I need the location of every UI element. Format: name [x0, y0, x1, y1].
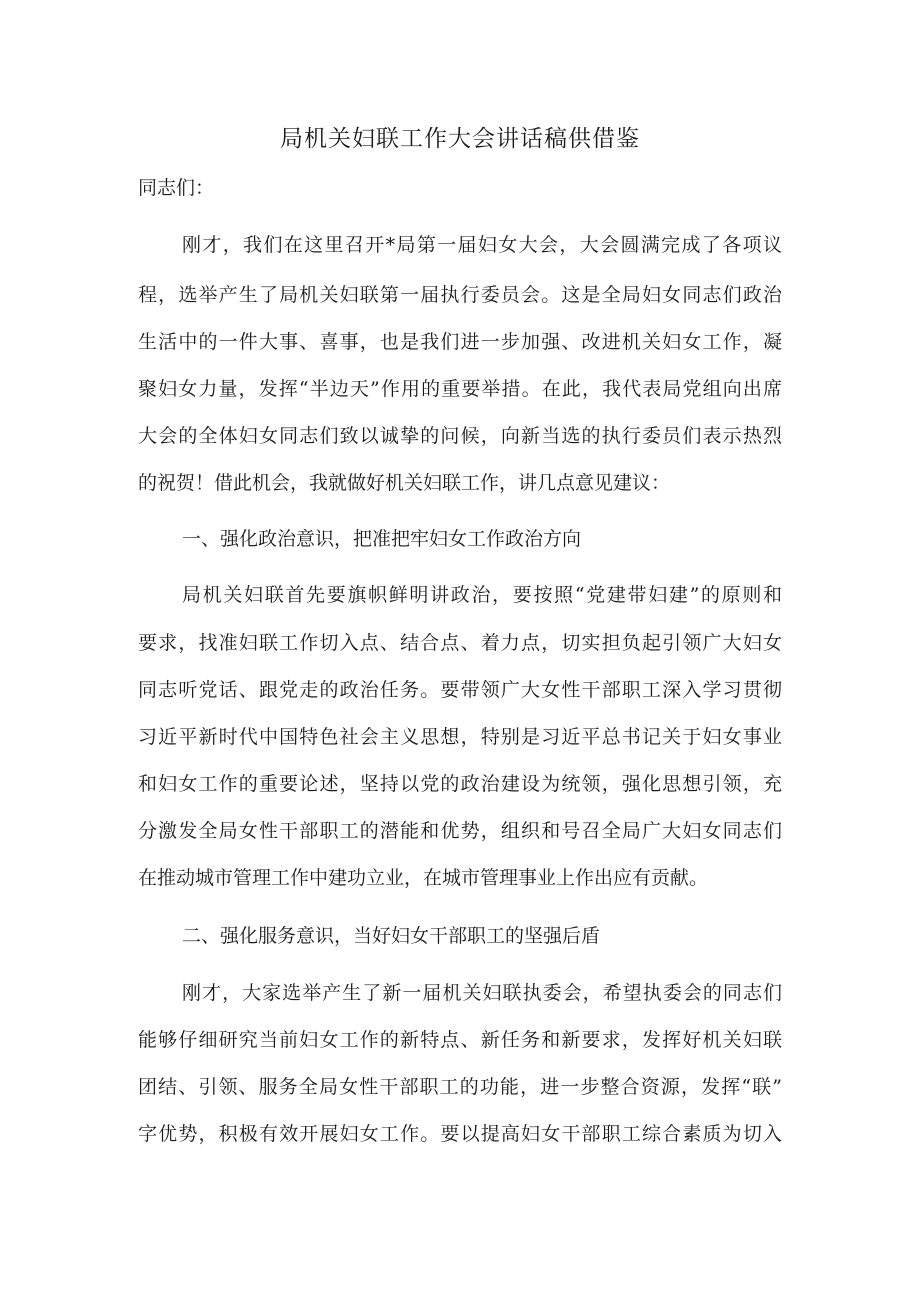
paragraph-1-line: 大会的全体妇女同志们致以诚挚的问候，向新当选的执行委员们表示热烈 [138, 425, 782, 447]
paragraph-1-line: 聚妇女力量，发挥“半边天”作用的重要举措。在此，我代表局党组向出席 [138, 378, 782, 400]
paragraph-3-line: 字优势，积极有效开展妇女工作。要以提高妇女干部职工综合素质为切入 [138, 1123, 782, 1145]
paragraph-1-line: 的祝贺！借此机会，我就做好机关妇联工作，讲几点意见建议： [138, 472, 671, 494]
paragraph-1-line: 生活中的一件大事、喜事，也是我们进一步加强、改进机关妇女工作，凝 [138, 331, 782, 353]
document-title: 局机关妇联工作大会讲话稿供借鉴 [280, 126, 640, 152]
paragraph-1-line: 刚才，我们在这里召开*局第一届妇女大会，大会圆满完成了各项议 [182, 234, 782, 256]
paragraph-3-line: 团结、引领、服务全局女性干部职工的功能，进一步整合资源，发挥“联” [138, 1076, 782, 1098]
salutation: 同志们： [138, 177, 215, 199]
section-heading-1: 一、强化政治意识，把准把牢妇女工作政治方向 [182, 528, 582, 550]
paragraph-2-line: 要求，找准妇联工作切入点、结合点、着力点，切实担负起引领广大妇女 [138, 632, 782, 654]
paragraph-2-line: 习近平新时代中国特色社会主义思想，特别是习近平总书记关于妇女事业 [138, 726, 782, 748]
paragraph-2-line: 和妇女工作的重要论述，坚持以党的政治建设为统领，强化思想引领，充 [138, 773, 782, 795]
paragraph-3-line: 刚才，大家选举产生了新一届机关妇联执委会，希望执委会的同志们 [182, 982, 782, 1004]
paragraph-1-line: 程，选举产生了局机关妇联第一届执行委员会。这是全局妇女同志们政治 [138, 284, 782, 306]
paragraph-2-line: 在推动城市管理工作中建功立业，在城市管理事业上作出应有贡献。 [138, 867, 709, 889]
paragraph-2-line: 分激发全局女性干部职工的潜能和优势，组织和号召全局广大妇女同志们 [138, 820, 782, 842]
paragraph-3-line: 能够仔细研究当前妇女工作的新特点、新任务和新要求，发挥好机关妇联 [138, 1029, 782, 1051]
paragraph-2-line: 同志听党话、跟党走的政治任务。要带领广大女性干部职工深入学习贯彻 [138, 679, 782, 701]
section-heading-2: 二、强化服务意识，当好妇女干部职工的坚强后盾 [182, 925, 601, 947]
paragraph-2-line: 局机关妇联首先要旗帜鲜明讲政治，要按照“党建带妇建”的原则和 [182, 584, 782, 606]
